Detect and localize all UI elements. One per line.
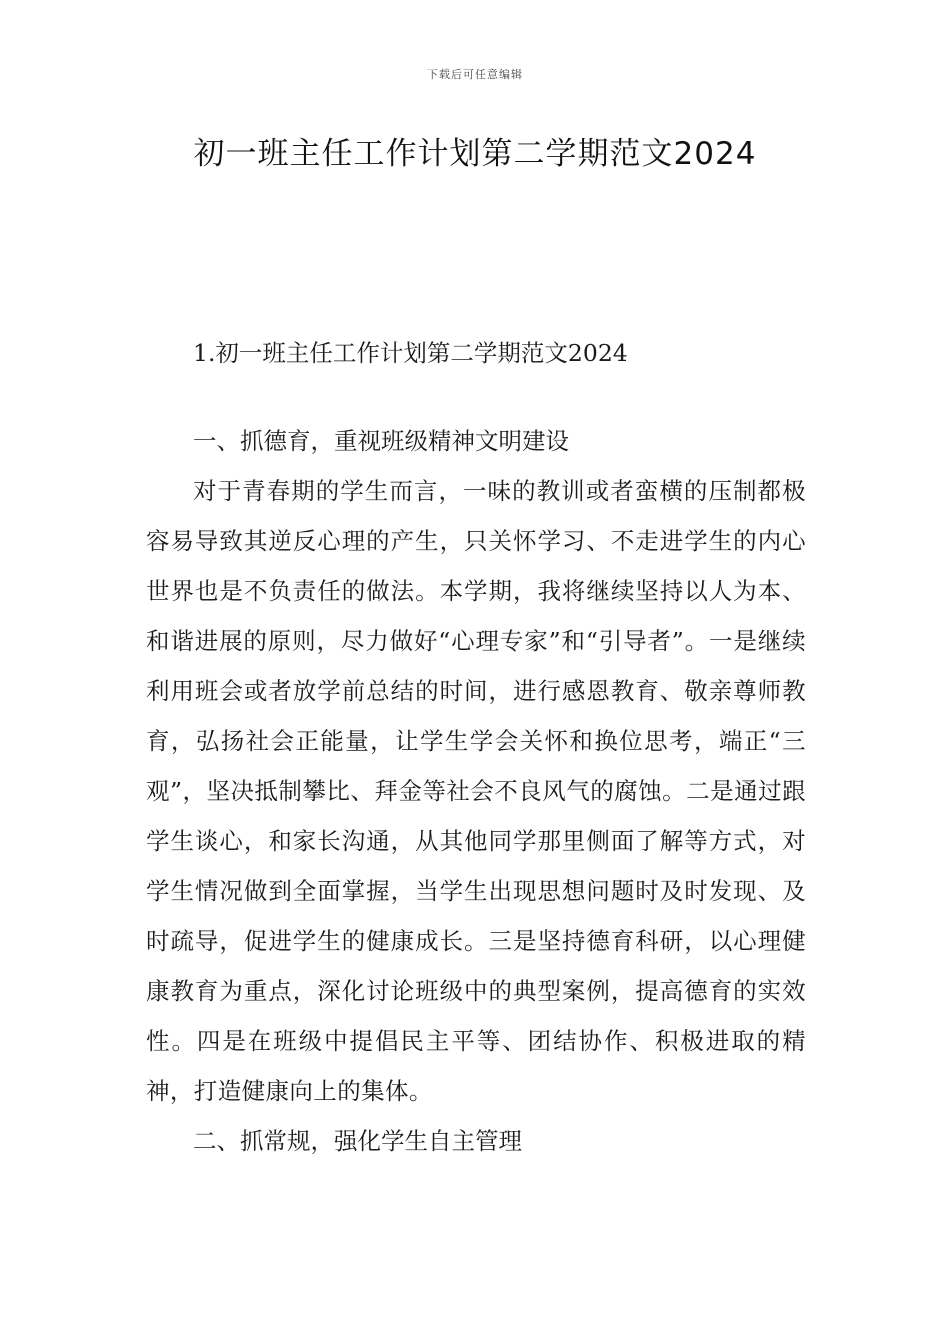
document-title: 初一班主任工作计划第二学期范文2024 (193, 136, 757, 172)
download-note: 下载后可任意编辑 (427, 68, 523, 81)
section-body-1: 对于青春期的学生而言，一味的教训或者蛮横的压制都极容易导致其逆反心理的产生，只关怀学习、不走进学生的内心世界也是不负责任的做法。本学期，我将继续坚持以人为本、和谐进展的原则，尽力做好“心理专家”和“引导者”。一是继续利用班会或者放学前总结的时间，进行感恩教育、敬亲尊师教育，弘扬社会正能量，让学生学会关怀和换位思考，端正“三观”，坚决抵制攀比、拜金等社会不良风气的腐蚀。二是通过跟学生谈心，和家长沟通，从其他同学那里侧面了解等方式，对学生情况做到全面掌握，当学生出现思想问题时及时发现、及时疏导，促进学生的健康成长。三是坚持德育科研，以心理健康教育为重点，深化讨论班级中的典型案例，提高德育的实效性。四是在班级中提倡民主平等、团结协作、积极进取的精神，打造健康向上的集体。 (146, 477, 806, 1105)
document-body (146, 328, 806, 1166)
section-subtitle: 1.初一班主任工作计划第二学期范文2024 (193, 339, 628, 367)
section-heading-2: 二、抓常规，强化学生自主管理 (193, 1127, 522, 1155)
section-heading-1: 一、抓德育，重视班级精神文明建设 (193, 427, 569, 455)
